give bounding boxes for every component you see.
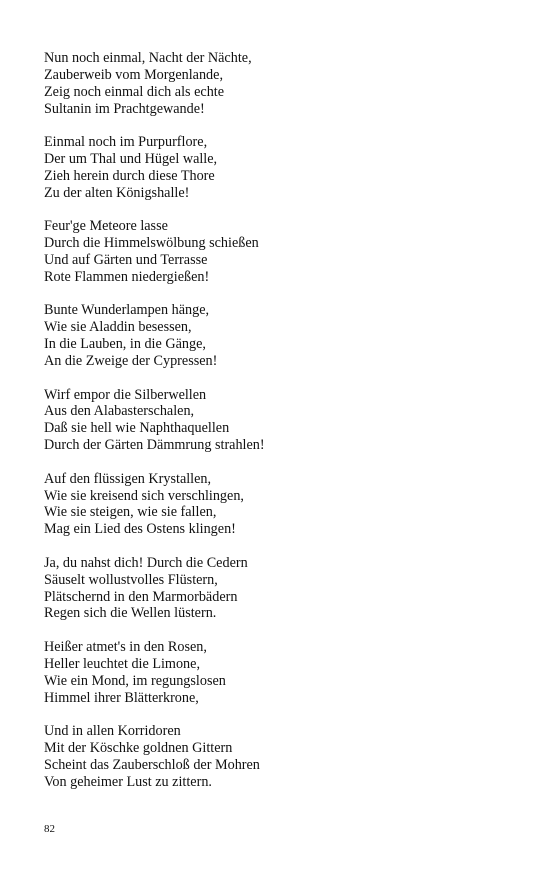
poem-line: Von geheimer Lust zu zittern.	[44, 773, 212, 790]
poem-line: Einmal noch im Purpurflore,	[44, 134, 208, 151]
poem-line: Und auf Gärten und Terrasse	[44, 252, 208, 269]
poem-line: Nun noch einmal, Nacht der Nächte,	[44, 50, 252, 66]
stanza-9	[44, 723, 524, 791]
poem-line: Himmel ihrer Blätterkrone,	[44, 689, 199, 706]
poem-line: Plätschernd in den Marmorbädern	[44, 588, 238, 605]
poem-text	[44, 50, 524, 807]
stanza-8	[44, 639, 524, 707]
poem-line: Heller leuchtet die Limone,	[44, 655, 201, 672]
poem-line: In die Lauben, in die Gänge,	[44, 336, 206, 353]
page-number: 82	[44, 823, 55, 835]
poem-line: Wie sie Aladdin besessen,	[44, 319, 192, 336]
stanza-2	[44, 134, 524, 202]
stanza-7	[44, 555, 524, 623]
poem-line: Zieh herein durch diese Thore	[44, 167, 215, 184]
poem-line: Wirf empor die Silberwellen	[44, 386, 207, 403]
poem-line: Regen sich die Wellen lüstern.	[44, 605, 217, 622]
poem-line: Der um Thal und Hügel walle,	[44, 151, 218, 168]
poem-line: Mag ein Lied des Ostens klingen!	[44, 521, 236, 538]
poem-line: Ja, du nahst dich! Durch die Cedern	[44, 554, 248, 571]
poem-line: Wie sie kreisend sich verschlingen,	[44, 487, 244, 504]
poem-line: An die Zweige der Cypressen!	[44, 353, 218, 370]
poem-line: Daß sie hell wie Naphthaquellen	[44, 420, 230, 437]
stanza-3	[44, 218, 524, 286]
poem-line: Säuselt wollustvolles Flüstern,	[44, 571, 218, 588]
poem-line: Bunte Wunderlampen hänge,	[44, 302, 210, 319]
stanza-5	[44, 387, 524, 455]
poem-line: Rote Flammen niedergießen!	[44, 268, 210, 285]
poem-line: Auf den flüssigen Krystallen,	[44, 470, 212, 487]
poem-line: Zeig noch einmal dich als echte	[44, 83, 225, 100]
stanza-1	[44, 50, 524, 118]
stanza-4	[44, 302, 524, 370]
poem-line: Zauberweib vom Morgenlande,	[44, 66, 223, 83]
poem-line: Feur'ge Meteore lasse	[44, 218, 168, 235]
poem-line: Sultanin im Prachtgewande!	[44, 100, 205, 117]
poem-line: Scheint das Zauberschloß der Mohren	[44, 756, 260, 773]
poem-line: Wie sie steigen, wie sie fallen,	[44, 504, 217, 521]
poem-line: Und in allen Korridoren	[44, 723, 181, 739]
poem-line: Durch der Gärten Dämmrung strahlen!	[44, 437, 265, 454]
poem-line: Zu der alten Königshalle!	[44, 184, 190, 201]
poem-line: Heißer atmet's in den Rosen,	[44, 638, 207, 655]
stanza-6	[44, 471, 524, 539]
poem-line: Durch die Himmelswölbung schießen	[44, 235, 259, 252]
poem-line: Wie ein Mond, im regungslosen	[44, 672, 226, 689]
poem-line: Aus den Alabasterschalen,	[44, 403, 195, 420]
poem-line: Mit der Köschke goldnen Gittern	[44, 739, 233, 756]
